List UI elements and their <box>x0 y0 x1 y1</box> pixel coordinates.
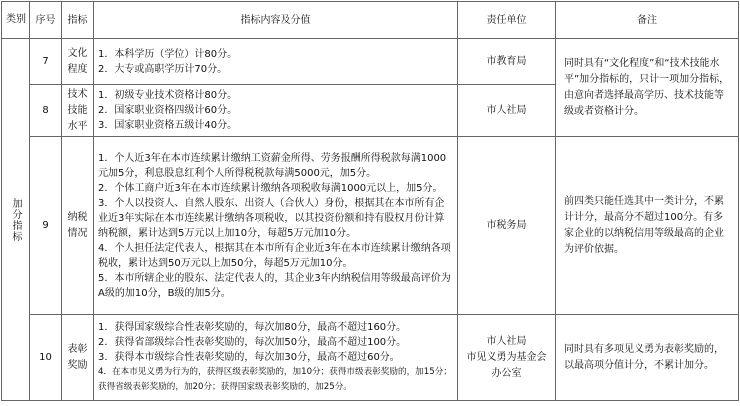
unit-cell <box>458 315 556 401</box>
content-item: 3．国家职业资格五级计40分。 <box>98 120 238 131</box>
indicator-name: 表彰奖励 <box>62 315 94 401</box>
content-item: 1．初级专业技术资格计80分。 <box>98 90 238 101</box>
header-category: 类别 <box>2 2 30 39</box>
indicator-name: 文化程度 <box>62 39 94 85</box>
content-item: 2．个体工商户近3年在本市连续累计缴纳各项税收每满1000元以上，加5分。 <box>98 182 443 194</box>
indicator-name: 技术技能水平 <box>62 85 94 137</box>
unit-line: 市见义勇为基金会办公室 <box>466 351 547 379</box>
content-cell <box>94 315 458 401</box>
content-cell <box>94 85 458 137</box>
row-number: 8 <box>30 85 62 137</box>
content-item: 3．个人以投资人、自然人股东、出资人（合伙人）身份，根据其在本市所有企业近3年实际在本市连续累计缴纳各项税收，以其投资份额和持有股权月份计算纳税额，累计达到5万元以上加10分，每超5万元加10分。 <box>98 197 445 239</box>
header-unit: 责任单位 <box>458 2 556 39</box>
header-no: 序号 <box>30 2 62 39</box>
header-note: 备注 <box>556 2 739 39</box>
table-header-row <box>2 2 739 39</box>
unit-cell: 市教育局 <box>458 39 556 85</box>
note-cell: 同时具有多项见义勇为表彰奖励的，以最高项分值计分，不累计加分。 <box>556 315 739 401</box>
note-cell: 前四类只能任选其中一类计分，不累计计分，最高分不超过100分。有多家企业的以纳税信用等级最高的企业为评价依据。 <box>556 137 739 315</box>
note-cell: 同时具有“文化程度”和“技术技能水平”加分指标的，只计一项加分指标，由意向者选择最高学历、技术技能等级或者资格计分。 <box>556 39 739 137</box>
table-row <box>2 137 739 315</box>
header-content: 指标内容及分值 <box>94 2 458 39</box>
content-item: 1．获得国家级综合性表彰奖励的，每次加80分，最高不超过160分。 <box>98 322 407 333</box>
category-cell <box>2 39 30 401</box>
unit-cell: 市人社局 <box>458 85 556 137</box>
header-indicator: 指标 <box>62 2 94 39</box>
content-item: 1．个人近3年在本市连续累计缴纳工资薪金所得、劳务报酬所得税款每满1000元加5分，利息股息红利个人所得税税款每满5000元，加5分。 <box>98 152 447 179</box>
content-item: 2．大专或高职学历计70分。 <box>98 63 228 75</box>
row-number: 10 <box>30 315 62 401</box>
content-item: 1．本科学历（学位）计80分。 <box>98 48 238 60</box>
content-item: 4．在本市见义勇为行为的，获得区级表彰奖励的，加10分；获得市级表彰奖励的，加15分；获得省级表彰奖励的，加20分；获得国家级表彰奖励的，加25分。 <box>98 367 452 392</box>
content-item: 2．国家职业资格四级计60分。 <box>98 105 238 116</box>
unit-cell: 市税务局 <box>458 137 556 315</box>
content-cell <box>94 137 458 315</box>
content-item: 4．个人担任法定代表人，根据其在本市所有企业近3年在本市连续累计缴纳各项税收，累计达到50万元以上加50分，每超5万元加10分。 <box>98 242 451 269</box>
table-row <box>2 39 739 85</box>
content-item: 2．获得省部级综合性表彰奖励的，每次加50分，最高不超过100分。 <box>98 337 407 348</box>
content-item: 3．获得本市级综合性表彰奖励的，每次加30分，最高不超过60分。 <box>98 352 400 363</box>
table-row <box>2 315 739 401</box>
category-label: 加分指标 <box>10 197 21 242</box>
indicator-name: 纳税情况 <box>62 137 94 315</box>
row-number: 9 <box>30 137 62 315</box>
indicator-table <box>1 1 739 401</box>
row-number: 7 <box>30 39 62 85</box>
content-item: 5．本市所辖企业的股东、法定代表人的，其企业3年内纳税信用等级最高评价为A级的加10分，B级的加5分。 <box>98 272 451 299</box>
unit-line: 市人社局 <box>486 335 527 347</box>
content-cell <box>94 39 458 85</box>
